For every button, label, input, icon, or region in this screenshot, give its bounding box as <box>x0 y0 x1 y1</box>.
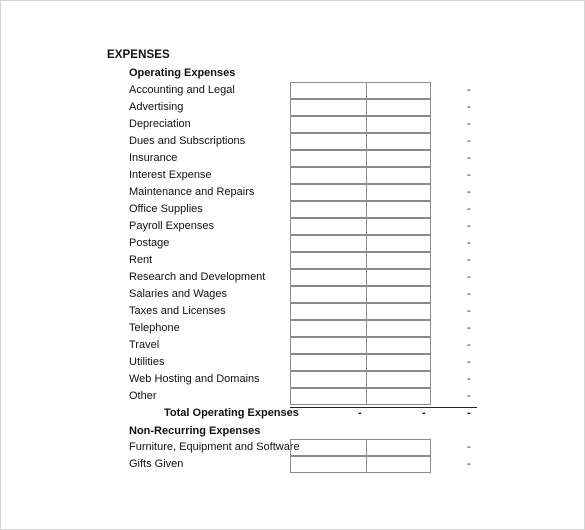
expense-row-salaries-and-wages <box>1 286 585 303</box>
row-total-value: - <box>467 390 471 402</box>
amount-cell-1[interactable] <box>290 184 367 201</box>
non-recurring-expenses-heading: Non-Recurring Expenses <box>129 425 261 437</box>
amount-cell-1[interactable] <box>290 371 367 388</box>
expense-row-dues-and-subscriptions <box>1 133 585 150</box>
total-col2-value: - <box>422 407 426 419</box>
row-total-value: - <box>467 84 471 96</box>
amount-cell-2[interactable] <box>366 388 431 405</box>
row-total-value: - <box>467 135 471 147</box>
expense-row-gifts-given <box>1 456 585 473</box>
expense-row-web-hosting-and-domains <box>1 371 585 388</box>
amount-cell-1[interactable] <box>290 388 367 405</box>
expense-label: Furniture, Equipment and Software <box>129 441 300 453</box>
expense-row-payroll-expenses <box>1 218 585 235</box>
expense-label: Payroll Expenses <box>129 220 214 232</box>
amount-cell-1[interactable] <box>290 99 367 116</box>
expense-row-telephone <box>1 320 585 337</box>
expense-row-insurance <box>1 150 585 167</box>
row-total-value: - <box>467 339 471 351</box>
total-operating-expenses-label: Total Operating Expenses <box>164 407 299 419</box>
expense-label: Taxes and Licenses <box>129 305 226 317</box>
amount-cell-2[interactable] <box>366 337 431 354</box>
expense-label: Interest Expense <box>129 169 212 181</box>
expenses-heading: EXPENSES <box>107 49 170 61</box>
amount-cell-2[interactable] <box>366 303 431 320</box>
expense-label: Travel <box>129 339 160 351</box>
amount-cell-1[interactable] <box>290 252 367 269</box>
expense-label: Depreciation <box>129 118 191 130</box>
amount-cell-2[interactable] <box>366 269 431 286</box>
row-total-value: - <box>467 220 471 232</box>
row-total-value: - <box>467 458 471 470</box>
amount-cell-2[interactable] <box>366 235 431 252</box>
amount-cell-1[interactable] <box>290 337 367 354</box>
amount-cell-2[interactable] <box>366 252 431 269</box>
row-total-value: - <box>467 288 471 300</box>
row-total-value: - <box>467 186 471 198</box>
amount-cell-2[interactable] <box>366 218 431 235</box>
row-total-value: - <box>467 152 471 164</box>
total-col3-value: - <box>467 407 471 419</box>
expense-label: Postage <box>129 237 170 249</box>
expense-label: Dues and Subscriptions <box>129 135 246 147</box>
expense-label: Insurance <box>129 152 178 164</box>
expense-row-depreciation <box>1 116 585 133</box>
amount-cell-1[interactable] <box>290 456 367 473</box>
amount-cell-2[interactable] <box>366 456 431 473</box>
amount-cell-1[interactable] <box>290 303 367 320</box>
expense-row-office-supplies <box>1 201 585 218</box>
row-total-value: - <box>467 356 471 368</box>
amount-cell-2[interactable] <box>366 439 431 456</box>
amount-cell-2[interactable] <box>366 150 431 167</box>
expense-row-advertising <box>1 99 585 116</box>
amount-cell-2[interactable] <box>366 371 431 388</box>
row-total-value: - <box>467 237 471 249</box>
row-total-value: - <box>467 271 471 283</box>
amount-cell-2[interactable] <box>366 99 431 116</box>
amount-cell-1[interactable] <box>290 218 367 235</box>
row-total-value: - <box>467 203 471 215</box>
row-total-value: - <box>467 441 471 453</box>
expense-label: Other <box>129 390 157 402</box>
amount-cell-1[interactable] <box>290 167 367 184</box>
amount-cell-2[interactable] <box>366 133 431 150</box>
expense-label: Rent <box>129 254 153 266</box>
amount-cell-2[interactable] <box>366 184 431 201</box>
row-total-value: - <box>467 101 471 113</box>
amount-cell-1[interactable] <box>290 82 367 99</box>
expense-label: Advertising <box>129 101 184 113</box>
expense-row-taxes-and-licenses <box>1 303 585 320</box>
amount-cell-1[interactable] <box>290 235 367 252</box>
amount-cell-1[interactable] <box>290 201 367 218</box>
expense-label: Office Supplies <box>129 203 203 215</box>
row-total-value: - <box>467 254 471 266</box>
amount-cell-1[interactable] <box>290 269 367 286</box>
amount-cell-1[interactable] <box>290 116 367 133</box>
row-total-value: - <box>467 118 471 130</box>
row-total-value: - <box>467 169 471 181</box>
amount-cell-1[interactable] <box>290 439 367 456</box>
expense-label: Accounting and Legal <box>129 84 235 96</box>
expense-row-maintenance-and-repairs <box>1 184 585 201</box>
expense-row-travel <box>1 337 585 354</box>
expense-row-accounting-and-legal <box>1 82 585 99</box>
total-rule <box>290 407 477 408</box>
amount-cell-2[interactable] <box>366 116 431 133</box>
expense-label: Salaries and Wages <box>129 288 228 300</box>
total-col1-value: - <box>358 407 362 419</box>
amount-cell-2[interactable] <box>366 320 431 337</box>
expense-label: Maintenance and Repairs <box>129 186 255 198</box>
amount-cell-2[interactable] <box>366 286 431 303</box>
expense-row-research-and-development <box>1 269 585 286</box>
expense-label: Research and Development <box>129 271 266 283</box>
row-total-value: - <box>467 373 471 385</box>
total-operating-expenses-row <box>1 405 585 422</box>
amount-cell-2[interactable] <box>366 201 431 218</box>
expense-label: Gifts Given <box>129 458 184 470</box>
row-total-value: - <box>467 305 471 317</box>
amount-cell-1[interactable] <box>290 320 367 337</box>
expense-row-other <box>1 388 585 405</box>
operating-expenses-heading: Operating Expenses <box>129 67 236 79</box>
amount-cell-1[interactable] <box>290 354 367 371</box>
row-total-value: - <box>467 322 471 334</box>
amount-cell-2[interactable] <box>366 167 431 184</box>
expense-row-rent <box>1 252 585 269</box>
expense-row-postage <box>1 235 585 252</box>
amount-cell-1[interactable] <box>290 150 367 167</box>
amount-cell-1[interactable] <box>290 286 367 303</box>
expense-row-furniture-equipment-and-software <box>1 439 585 456</box>
amount-cell-1[interactable] <box>290 133 367 150</box>
expense-row-interest-expense <box>1 167 585 184</box>
amount-cell-2[interactable] <box>366 354 431 371</box>
amount-cell-2[interactable] <box>366 82 431 99</box>
expense-label: Web Hosting and Domains <box>129 373 260 385</box>
expense-label: Utilities <box>129 356 165 368</box>
expense-row-utilities <box>1 354 585 371</box>
expense-label: Telephone <box>129 322 180 334</box>
